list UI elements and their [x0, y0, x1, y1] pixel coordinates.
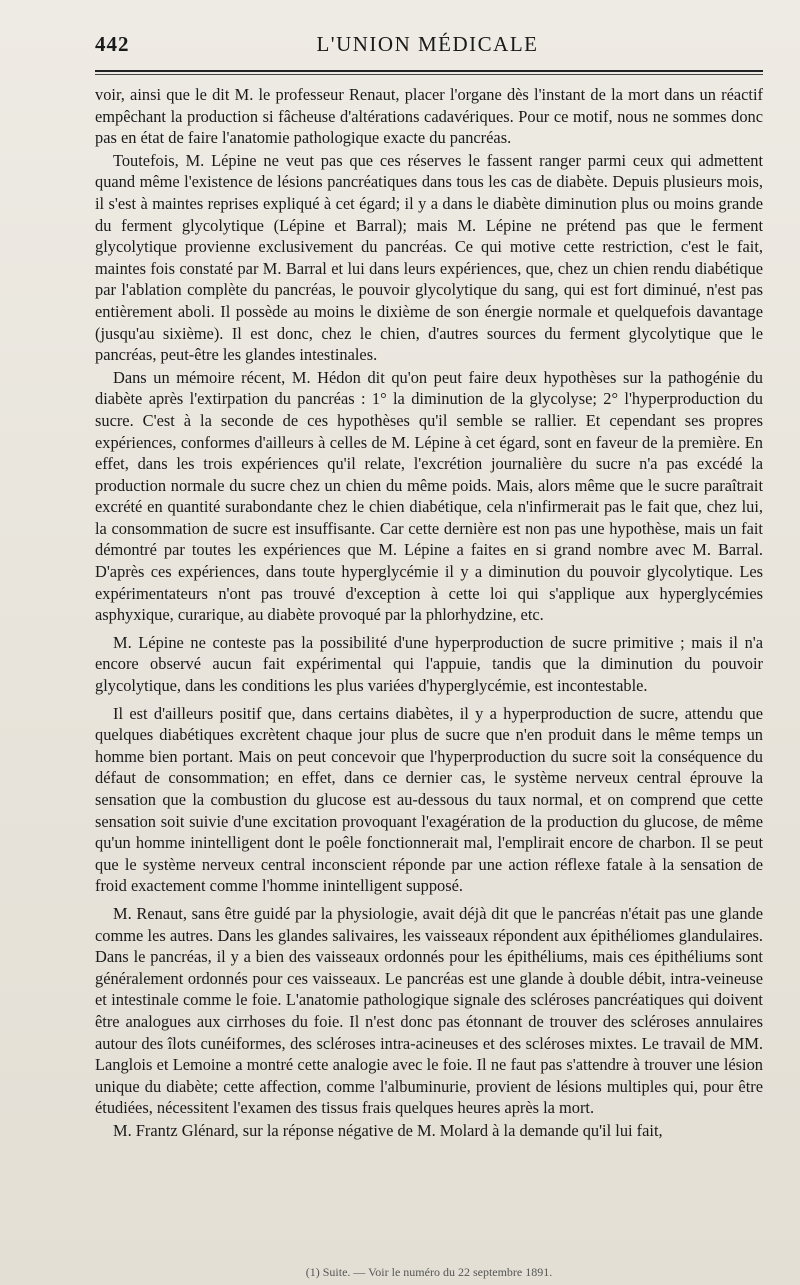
- paragraph: M. Renaut, sans être guidé par la physiologie, avait déjà dit que le pancréas n'était pas une glande comme les autres. Dans les glandes salivaires, les vaisseaux répondent aux épithéliomes glandulaires. Dans le pancréas, il y a bien des vaisseaux ordonnés pour les épithéliums, mais ces épithéliums sont généralement ordonnés pour ces vaisseaux. Le pancréas est une glande à double débit, intra-veineuse et intestinale comme le foie. L'anatomie pathologique signale des scléroses pancréatiques qui doivent être analogues aux cirrhoses du foie. Il n'est donc pas étonnant de trouver des scléroses annulaires autour des îlots cunéiformes, des scléroses intra-acineuses et des scléroses mixtes. Le travail de MM. Langlois et Lemoine a montré cette analogie avec le foie. Il ne faut pas s'attendre à trouver une lésion unique du diabète; cette affection, comme l'albuminurie, provient de lésions multiples qui, pour être étudiées, nécessitent l'examen des tissus frais quelques heures après la mort.: [95, 903, 763, 1118]
- paragraph: M. Lépine ne conteste pas la possibilité d'une hyperproduction de sucre primitive ; mais il n'a encore observé aucun fait expérimental qui l'appuie, tandis que la diminution du pouvoir glycolytique, dans les conditions les plus variées d'hyperglycémie, est incontestable.: [95, 632, 763, 696]
- footnote: (1) Suite. — Voir le numéro du 22 septembre 1891.: [305, 1265, 553, 1279]
- article-body: [95, 84, 763, 1143]
- paragraph: Dans un mémoire récent, M. Hédon dit qu'on peut faire deux hypothèses sur la pathogénie du diabète après l'extirpation du pancréas : 1° la diminution de la glycolyse; 2° l'hyperproduction du sucre. C'est à la seconde de ces hypothèses qu'il semble se rallier. Et cependant ses propres expériences, conformes d'ailleurs à celles de M. Lépine à cet égard, sont en faveur de la première. En effet, dans les trois expériences qu'il relate, l'excrétion journalière du sucre n'a pas excédé la production normale du sucre chez un chien du même poids. Mais, alors même que le sucre paraîtrait excrété en quantité surabondante chez le chien diabétique, cela n'infirmerait pas le fait que, chez lui, la consommation de sucre est insuffisante. Car cette dernière est non pas une hypothèse, mais un fait démontré par toutes les expériences que M. Lépine a faites en si grand nombre avec M. Barral. D'après ces expériences, dans toute hyperglycémie il y a diminution du pouvoir glycolytique. Les expérimentateurs n'ont pas trouvé d'exception à cette loi qui s'applique aux hyperglycémies asphyxique, curarique, au diabète provoqué par la phlorhydzine, etc.: [95, 367, 763, 625]
- header-rule-secondary: [95, 74, 763, 75]
- paragraph: Il est d'ailleurs positif que, dans certains diabètes, il y a hyperproduction de sucre, attendu que quelques diabétiques excrètent chaque jour plus de sucre que n'en produit dans le même temps un homme bien portant. Mais on peut concevoir que l'hyperproduction du sucre soit la conséquence du défaut de consommation; en effet, dans ce dernier cas, le système nerveux central éprouve la sensation que la combustion du glucose est au-dessous du taux normal, et on comprend que cette sensation soit suivie d'une excitation provoquant l'exagération de la production du glucose, de même qu'un homme inintelligent dont le poêle fonctionnerait mal, l'emplirait encore de charbon. Il se peut que le système nerveux central inconscient réponde par une action réflexe fatale à la sensation de froid exactement comme l'homme inintelligent supposé.: [95, 703, 763, 896]
- paragraph: Toutefois, M. Lépine ne veut pas que ces réserves le fassent ranger parmi ceux qui admettent quand même l'existence de lésions pancréatiques dans tous les cas de diabète. Depuis plusieurs mois, il s'est à maintes reprises expliqué à cet égard; il y a dans le diabète diminution plus ou moins grande du ferment glycolytique (Lépine et Barral); mais M. Lépine ne prétend pas que le ferment glycolytique provienne exclusivement du pancréas. Ce qui motive cette restriction, c'est le fait, maintes fois constaté par M. Barral et lui dans leurs expériences, que, chez un chien rendu diabétique par l'ablation complète du pancréas, le pouvoir glycolytique du sang, qui est fort diminué, n'est pas entièrement aboli. Il possède au moins le dixième de son énergie normale et quelquefois davantage (jusqu'au sixième). Il est donc, chez le chien, d'autres sources du ferment glycolytique que le pancréas, peut-être les glandes intestinales.: [95, 150, 763, 365]
- page-number: 442: [95, 32, 130, 56]
- paragraph: voir, ainsi que le dit M. le professeur Renaut, placer l'organe dès l'instant de la mort dans un réactif empêchant la production si fâcheuse d'altérations cadavériques. Pour ce motif, nous ne sommes donc pas en état de faire l'anatomie pathologique exacte du pancréas.: [95, 85, 763, 148]
- header-rule: [95, 70, 763, 72]
- running-header: [95, 32, 760, 62]
- paragraph: M. Frantz Glénard, sur la réponse négative de M. Molard à la demande qu'il lui fait,: [113, 1120, 663, 1140]
- journal-title: L'UNION MÉDICALE: [316, 32, 539, 56]
